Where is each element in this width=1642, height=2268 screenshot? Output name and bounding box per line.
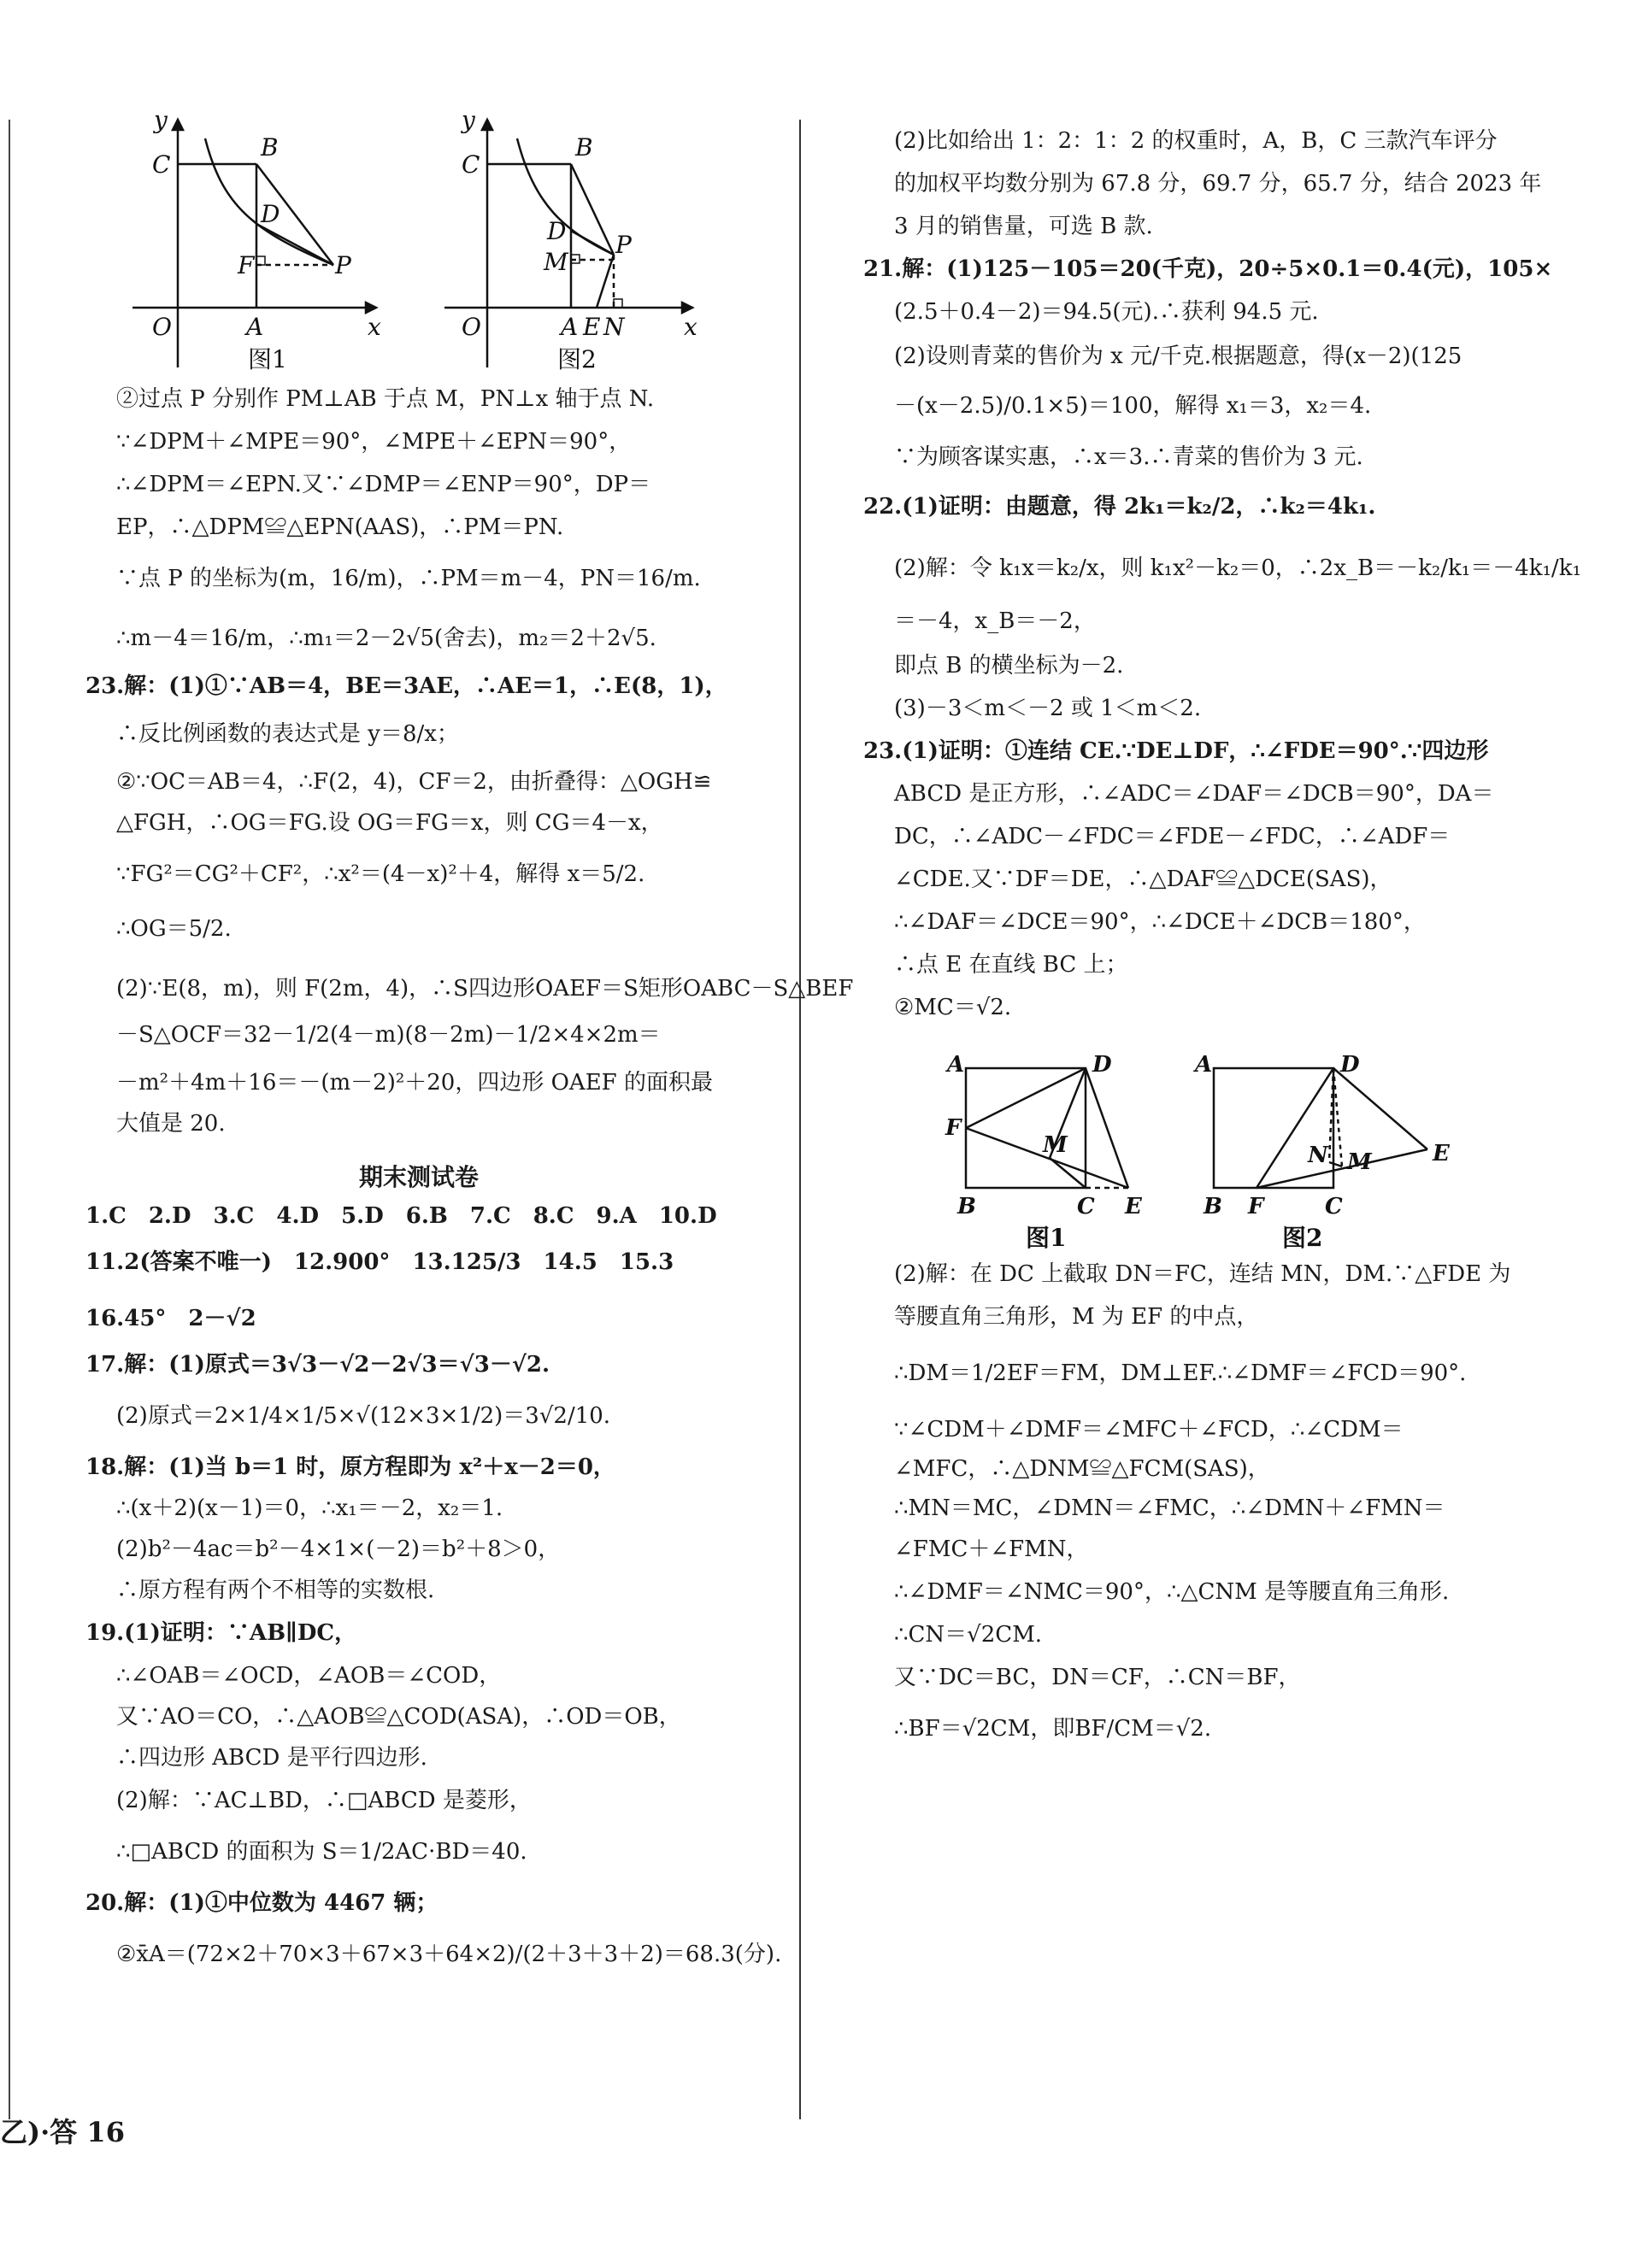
sq2-label-m: M <box>1347 1149 1372 1175</box>
left-line-16: 大值是 20. <box>116 1111 226 1137</box>
right-bottom-line-11: ∴BF＝√2CM，即BF/CM＝√2. <box>894 1716 1212 1742</box>
left-line-4: EP，∴△DPM≌△EPN(AAS)，∴PM＝PN. <box>116 514 564 540</box>
right-line-11: ＝－4，x_B＝－2， <box>894 608 1096 634</box>
answers-line-16: 20.解：(1)①中位数为 4467 辆； <box>85 1890 438 1916</box>
answers-line-17: ②x̄A＝(72×2＋70×3＋67×3＋64×2)/(2＋3＋3＋2)＝68.3(分). <box>116 1942 782 1967</box>
right-line-18: ∴∠DAF＝∠DCE＝90°，∴∠DCE＋∠DCB＝180°， <box>894 909 1426 935</box>
fig2-label-a: A <box>561 313 579 341</box>
answers-line-15: ∴□ABCD 的面积为 S＝1/2AC·BD＝40. <box>116 1839 527 1865</box>
fig2-label-y: y <box>462 106 475 134</box>
sq1-caption: 图1 <box>1026 1224 1067 1252</box>
left-line-2: ∵∠DPM＋∠MPE＝90°，∠MPE＋∠EPN＝90°， <box>116 429 632 455</box>
right-line-5: (2.5＋0.4－2)＝94.5(元).∴获利 94.5 元. <box>894 299 1319 325</box>
sq2-label-f: F <box>1248 1194 1264 1219</box>
right-line-8: ∵为顾客谋实惠，∴x＝3.∴青菜的售价为 3 元. <box>894 444 1363 470</box>
answers-line-5: (2)原式＝2×1/4×1/5×√(12×3×1/2)＝3√2/10. <box>116 1403 611 1429</box>
left-line-14: －S△OCF＝32－1/2(4－m)(8－2m)－1/2×4×2m＝ <box>116 1022 661 1048</box>
answers-line-7: ∴(x＋2)(x－1)＝0，∴x₁＝－2，x₂＝1. <box>116 1495 503 1521</box>
right-line-16: DC，∴∠ADC－∠FDC＝∠FDE－∠FDC，∴∠ADF＝ <box>894 824 1451 849</box>
right-line-6: (2)设则青菜的售价为 x 元/千克.根据题意，得(x－2)(125 <box>894 344 1462 369</box>
square-figure-1 <box>966 1068 1128 1188</box>
sq2-label-n: N <box>1308 1143 1328 1168</box>
right-line-10: (2)解：令 k₁x＝k₂/x，则 k₁x²－k₂＝0，∴2x_B＝－k₂/k₁＝－4k₁/k₁ <box>894 555 1581 581</box>
sq2-label-d: D <box>1340 1052 1360 1078</box>
answers-line-11: ∴∠OAB＝∠OCD，∠AOB＝∠COD， <box>116 1663 502 1689</box>
fig2-label-o: O <box>462 313 481 341</box>
left-line-9: ②∵OC＝AB＝4，∴F(2，4)，CF＝2，由折叠得：△OGH≌ <box>116 769 712 795</box>
sq1-label-c: C <box>1077 1194 1095 1219</box>
sq2-label-b: B <box>1204 1194 1222 1219</box>
fig1-label-a: A <box>246 313 264 341</box>
sq1-label-d: D <box>1092 1052 1112 1078</box>
right-bottom-line-4: ∵∠CDM＋∠DMF＝∠MFC＋∠FCD，∴∠CDM＝ <box>894 1417 1404 1442</box>
answers-line-2: 11.2(答案不唯一) 12.900° 13.125/3 14.5 15.3 <box>85 1249 674 1275</box>
sq1-label-a: A <box>947 1052 965 1078</box>
answers-line-12: 又∵AO＝CO，∴△AOB≌△COD(ASA)，∴OD＝OB， <box>116 1704 681 1730</box>
sq1-label-b: B <box>957 1194 976 1219</box>
left-line-13: (2)∵E(8，m)，则 F(2m，4)，∴S四边形OAEF＝S矩形OABC－S△BEF <box>116 976 854 1002</box>
right-bottom-line-10: 又∵DC＝BC，DN＝CF，∴CN＝BF， <box>894 1665 1301 1690</box>
right-line-4: 21.解：(1)125－105＝20(千克)，20÷5×0.1＝0.4(元)，105× <box>863 256 1553 282</box>
left-line-8: ∴反比例函数的表达式是 y＝8/x； <box>116 721 459 747</box>
fig1-label-p: P <box>335 251 351 279</box>
left-line-10: △FGH，∴OG＝FG.设 OG＝FG＝x，则 CG＝4－x， <box>116 810 663 836</box>
fig1-label-y: y <box>154 106 168 134</box>
answers-line-10: 19.(1)证明：∵AB∥DC， <box>85 1620 357 1646</box>
fig2-label-c: C <box>462 150 480 179</box>
column-divider <box>799 120 801 2119</box>
right-line-20: ②MC＝√2. <box>894 995 1012 1020</box>
right-bottom-line-5: ∠MFC，∴△DNM≌△FCM(SAS)， <box>894 1456 1270 1482</box>
right-line-17: ∠CDE.又∵DF＝DE，∴△DAF≌△DCE(SAS)， <box>894 867 1392 892</box>
right-line-3: 3 月的销售量，可选 B 款. <box>894 214 1153 239</box>
left-line-12: ∴OG＝5/2. <box>116 916 232 942</box>
left-figure-graphs <box>85 103 752 376</box>
sq1-label-m: M <box>1043 1132 1068 1158</box>
right-bottom-line-6: ∴MN＝MC，∠DMN＝∠FMC，∴∠DMN＋∠FMN＝ <box>894 1495 1445 1521</box>
fig1-label-o: O <box>152 313 172 341</box>
sq2-caption: 图2 <box>1282 1224 1323 1252</box>
answers-line-1: 1.C 2.D 3.C 4.D 5.D 6.B 7.C 8.C 9.A 10.D <box>85 1203 717 1229</box>
fig2-label-e: E <box>583 313 601 341</box>
left-margin-line <box>9 120 10 2119</box>
right-line-13: (3)－3＜m＜－2 或 1＜m＜2. <box>894 696 1202 721</box>
left-line-3: ∴∠DPM＝∠EPN.又∵∠DMP＝∠ENP＝90°，DP＝ <box>116 472 651 497</box>
left-line-6: ∴m－4＝16/m，∴m₁＝2－2√5(舍去)，m₂＝2＋2√5. <box>116 626 656 651</box>
right-line-7: －(x－2.5)/0.1×5)＝100，解得 x₁＝3，x₂＝4. <box>894 393 1372 419</box>
right-bottom-line-3: ∴DM＝1/2EF＝FM，DM⊥EF.∴∠DMF＝∠FCD＝90°. <box>894 1360 1467 1386</box>
fig2-label-n: N <box>603 313 625 341</box>
right-line-2: 的加权平均数分别为 67.8 分，69.7 分，65.7 分，结合 2023 年 <box>894 171 1542 197</box>
right-bottom-line-7: ∠FMC＋∠FMN， <box>894 1536 1089 1562</box>
left-line-15: －m²＋4m＋16＝－(m－2)²＋20，四边形 OAEF 的面积最 <box>116 1070 713 1096</box>
fig1-label-b: B <box>261 133 279 162</box>
answers-line-9: ∴原方程有两个不相等的实数根. <box>116 1578 435 1603</box>
right-bottom-line-8: ∴∠DMF＝∠NMC＝90°，∴△CNM 是等腰直角三角形. <box>894 1579 1450 1605</box>
right-line-14: 23.(1)证明：①连结 CE.∵DE⊥DF，∴∠FDE＝90°.∵四边形 <box>863 738 1489 764</box>
answers-line-13: ∴四边形 ABCD 是平行四边形. <box>116 1745 427 1771</box>
answers-line-8: (2)b²－4ac＝b²－4×1×(－2)＝b²＋8＞0， <box>116 1536 561 1562</box>
left-line-11: ∵FG²＝CG²＋CF²，∴x²＝(4－x)²＋4，解得 x＝5/2. <box>116 861 645 887</box>
left-line-1: ②过点 P 分别作 PM⊥AB 于点 M，PN⊥x 轴于点 N. <box>116 386 655 412</box>
left-line-5: ∵点 P 的坐标为(m，16/m)，∴PM＝m－4，PN＝16/m. <box>116 566 701 591</box>
fig1-label-c: C <box>152 150 171 179</box>
fig2-label-d: D <box>547 217 567 245</box>
right-line-9: 22.(1)证明：由题意，得 2k₁＝k₂/2，∴k₂＝4k₁. <box>863 494 1376 520</box>
answers-line-14: (2)解：∵AC⊥BD，∴□ABCD 是菱形， <box>116 1788 532 1813</box>
fig1-label-d: D <box>261 200 280 228</box>
right-line-12: 即点 B 的横坐标为－2. <box>894 653 1124 679</box>
sq1-label-f: F <box>945 1115 962 1141</box>
exam-title: 期末测试卷 <box>358 1163 479 1191</box>
left-line-7: 23.解：(1)①∵AB＝4，BE＝3AE，∴AE＝1，∴E(8，1)， <box>85 673 727 699</box>
fig2-label-x: x <box>684 313 697 341</box>
right-line-1: (2)比如给出 1：2：1：2 的权重时，A，B，C 三款汽车评分 <box>894 128 1498 154</box>
right-bottom-line-9: ∴CN＝√2CM. <box>894 1622 1043 1648</box>
fig2-label-b: B <box>575 133 593 162</box>
answers-line-4: 17.解：(1)原式＝3√3－√2－2√3＝√3－√2. <box>85 1352 550 1378</box>
sq2-label-c: C <box>1325 1194 1343 1219</box>
right-bottom-line-2: 等腰直角三角形，M 为 EF 的中点， <box>894 1304 1259 1330</box>
page-footer: 乙)·答 16 <box>0 2116 125 2148</box>
answers-line-6: 18.解：(1)当 b＝1 时，原方程即为 x²＋x－2＝0， <box>85 1454 615 1480</box>
fig2-label-p: P <box>615 231 632 259</box>
square-figure-2 <box>1214 1068 1427 1188</box>
fig2-caption: 图2 <box>557 345 597 373</box>
fig1-label-f: F <box>238 251 255 279</box>
sq1-label-e: E <box>1125 1194 1142 1219</box>
fig1-caption: 图1 <box>248 345 287 373</box>
right-line-15: ABCD 是正方形，∴∠ADC＝∠DAF＝∠DCB＝90°，DA＝ <box>894 781 1494 807</box>
fig2-label-m: M <box>544 248 568 276</box>
answers-line-3: 16.45° 2－√2 <box>85 1306 256 1331</box>
right-bottom-line-1: (2)解：在 DC 上截取 DN＝FC，连结 MN，DM.∵△FDE 为 <box>894 1261 1511 1287</box>
fig1-label-x: x <box>368 313 381 341</box>
right-line-19: ∴点 E 在直线 BC 上； <box>894 952 1128 978</box>
sq2-label-a: A <box>1195 1052 1213 1078</box>
right-figure-squares <box>863 1034 1547 1256</box>
sq2-label-e: E <box>1433 1141 1450 1166</box>
